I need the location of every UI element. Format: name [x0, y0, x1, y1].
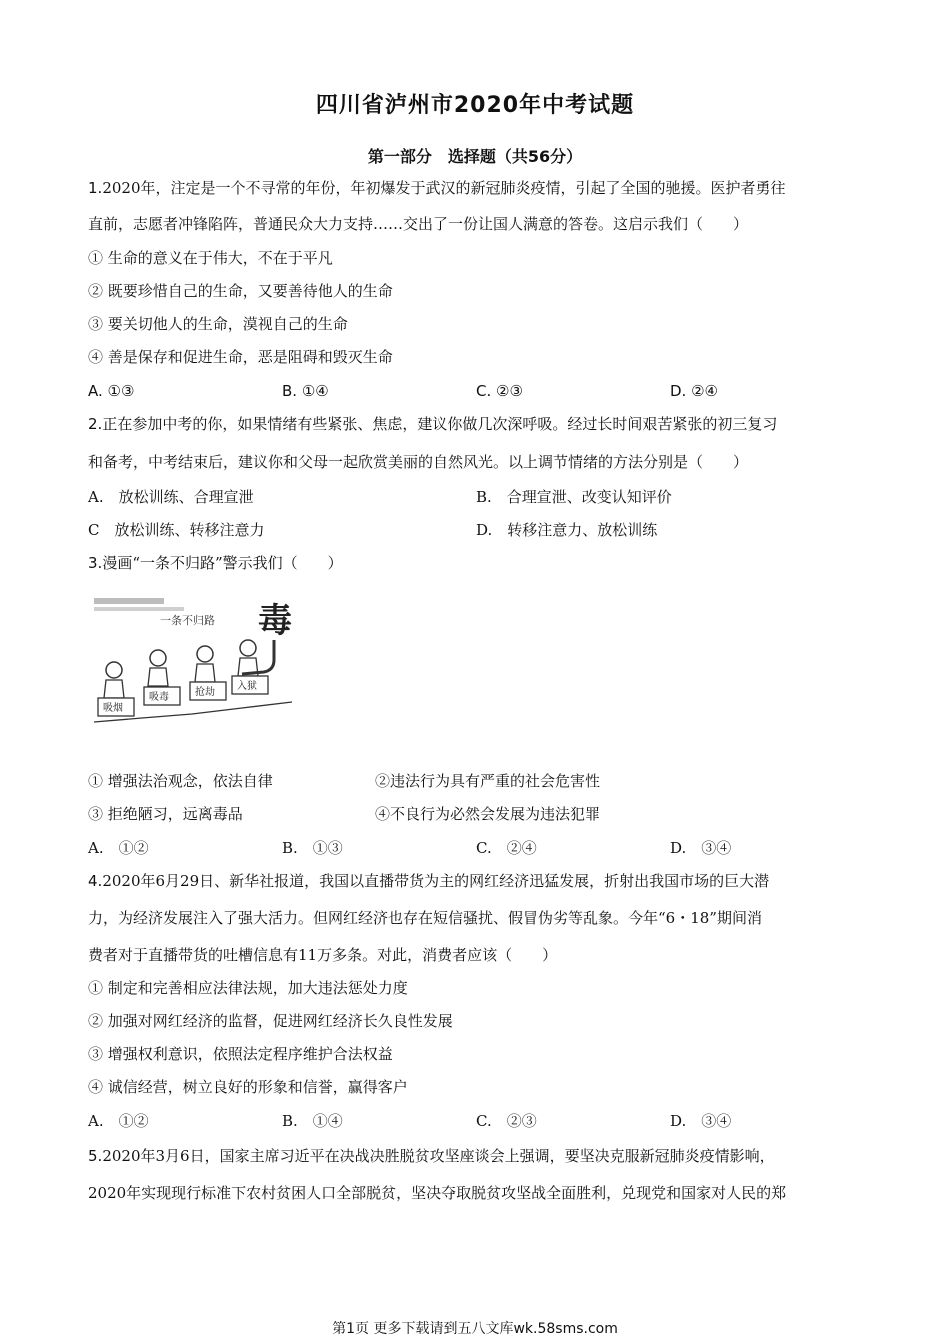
question-1-option-b: B. ①④ [282, 382, 329, 400]
question-3-item: ① 增强法治观念，依法自律 [88, 772, 273, 790]
question-5-text-cont: 2020年实现现行标准下农村贫困人口全部脱贫，坚决夺取脱贫攻坚战全面胜利，兑现党和国家对人民的郑 [88, 1184, 787, 1202]
question-2-option-d: D. 转移注意力、放松训练 [476, 521, 658, 539]
section-heading: 第一部分 选择题（共56分） [367, 147, 583, 166]
question-2-text: 2.正在参加中考的你，如果情绪有些紧张、焦虑，建议你做几次深呼吸。经过长时间艰苦紧张的初三复习 [88, 415, 778, 433]
question-3-text: 3.漫画“一条不归路”警示我们（ ） [88, 554, 343, 572]
cartoon-step-4: 入狱 [237, 681, 257, 692]
question-4-text-cont: 费者对于直播带货的吐槽信息有11万多条。对此，消费者应该（ ） [88, 946, 558, 964]
question-3-item: ③ 拒绝陋习，远离毒品 [88, 805, 243, 823]
question-1-text: 1.2020年，注定是一个不寻常的年份，年初爆发于武汉的新冠肺炎疫情，引起了全国的驰援。医护者勇往 [88, 179, 786, 197]
question-4-option-a: A. ①② [88, 1112, 149, 1130]
question-4-item: ④ 诚信经营，树立良好的形象和信誉，赢得客户 [88, 1078, 408, 1096]
question-2-option-a: A. 放松训练、合理宣泄 [88, 488, 254, 506]
cartoon-step-2: 吸毒 [149, 692, 169, 703]
question-3-item: ②违法行为具有严重的社会危害性 [375, 772, 601, 790]
cartoon-step-3: 抢劫 [195, 687, 215, 698]
question-4-option-b: B. ①④ [282, 1112, 343, 1130]
question-4-text-cont: 力，为经济发展注入了强大活力。但网红经济也存在短信骚扰、假冒伪劣等乱象。今年“6・18”期间消 [88, 909, 762, 927]
question-4-item: ③ 增强权利意识，依照法定程序维护合法权益 [88, 1045, 393, 1063]
question-4-item: ① 制定和完善相应法律法规，加大违法惩处力度 [88, 979, 408, 997]
question-4-option-d: D. ③④ [670, 1112, 732, 1130]
cartoon-step-1: 吸烟 [103, 703, 123, 714]
question-1-item: ② 既要珍惜自己的生命，又要善待他人的生命 [88, 282, 393, 300]
question-1-option-a: A. ①③ [88, 382, 135, 400]
question-3-option-b: B. ①③ [282, 839, 343, 857]
question-2-option-b: B. 合理宣泄、改变认知评价 [476, 488, 672, 506]
question-1-item: ④ 善是保存和促进生命，恶是阻碍和毁灭生命 [88, 348, 393, 366]
question-4-item: ② 加强对网红经济的监督，促进网红经济长久良性发展 [88, 1012, 453, 1030]
question-1-item: ① 生命的意义在于伟大，不在于平凡 [88, 249, 333, 267]
question-3-option-c: C. ②④ [476, 839, 537, 857]
question-3-item: ④不良行为必然会发展为违法犯罪 [375, 805, 601, 823]
exam-title: 四川省泸州市2020年中考试题 [315, 93, 635, 118]
question-4-text: 4.2020年6月29日、新华社报道，我国以直播带货为主的网红经济迅猛发展，折射出我国市场的巨大潜 [88, 872, 770, 890]
page-footer: 第1页 更多下载请到五八文库wk.58sms.com [332, 1321, 618, 1337]
question-2-text-cont: 和备考，中考结束后，建议你和父母一起欣赏美丽的自然风光。以上调节情绪的方法分别是（ ） [88, 453, 749, 471]
question-4-option-c: C. ②③ [476, 1112, 537, 1130]
question-3-option-a: A. ①② [88, 839, 149, 857]
question-1-option-c: C. ②③ [476, 382, 523, 400]
question-3-option-d: D. ③④ [670, 839, 732, 857]
question-5-text: 5.2020年3月6日，国家主席习近平在决战决胜脱贫攻坚座谈会上强调，要坚决克服新冠肺炎疫情影响， [88, 1147, 775, 1165]
question-1-item: ③ 要关切他人的生命，漠视自己的生命 [88, 315, 348, 333]
question-1-option-d: D. ②④ [670, 382, 718, 400]
question-2-option-c: C 放松训练、转移注意力 [88, 521, 265, 539]
cartoon-caption: 一条不归路 [160, 614, 215, 627]
cartoon-no-return-road [92, 590, 297, 730]
cartoon-big-character: 毒 [258, 601, 292, 641]
question-1-text-cont: 直前，志愿者冲锋陷阵，普通民众大力支持……交出了一份让国人满意的答卷。这启示我们（ ） [88, 215, 749, 233]
